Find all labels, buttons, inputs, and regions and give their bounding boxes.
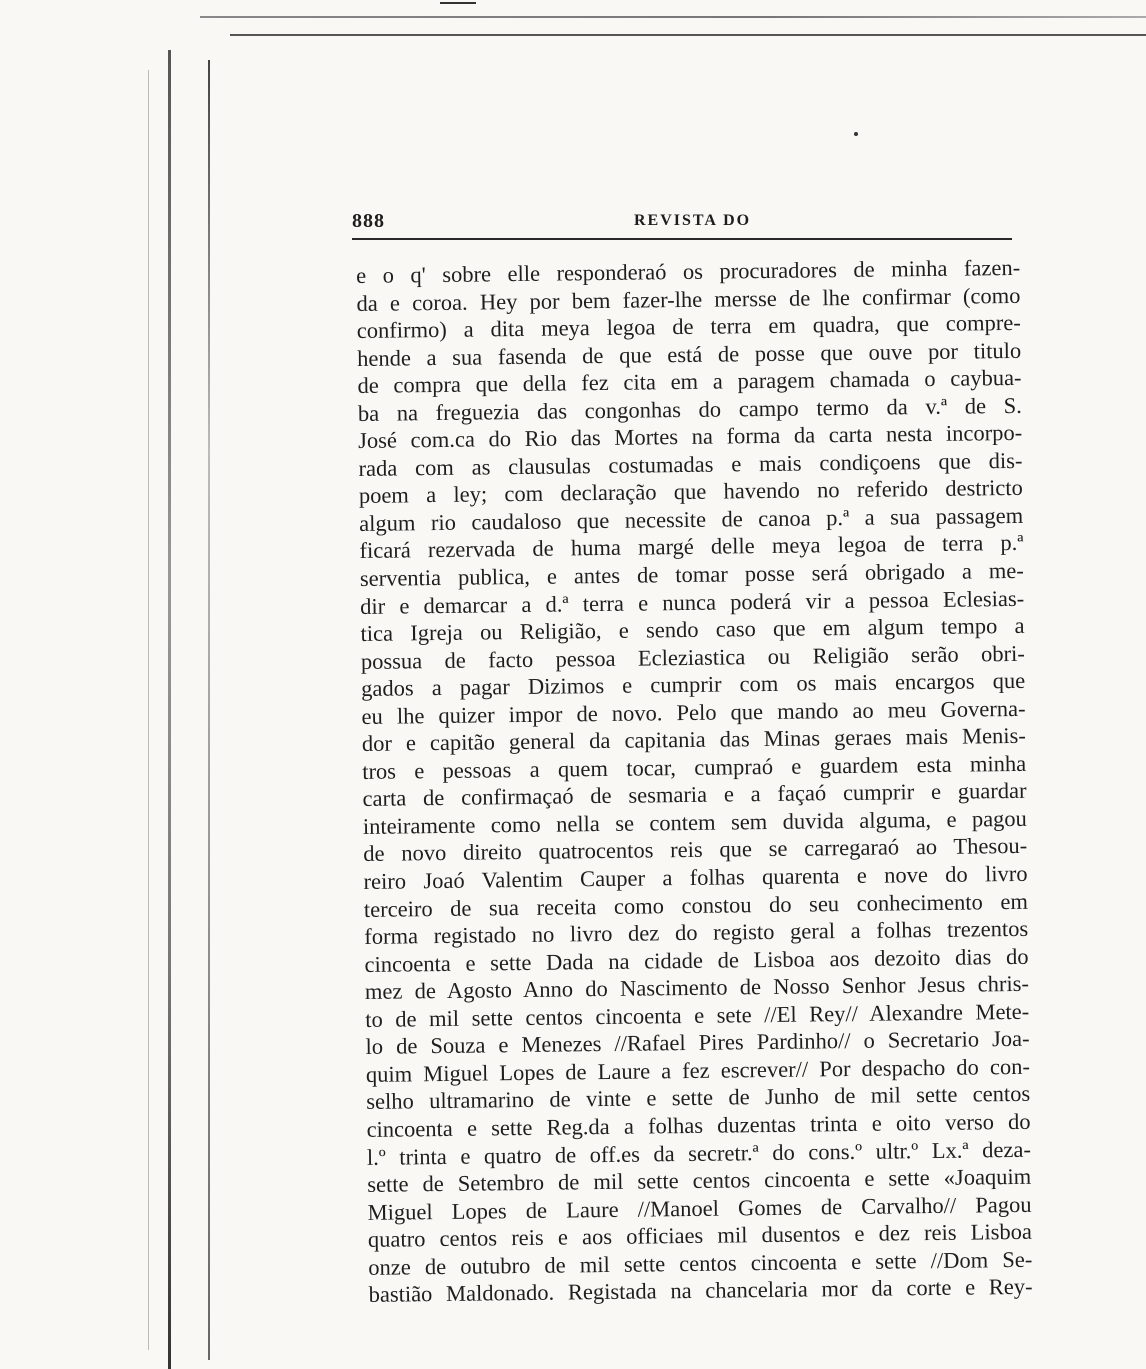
scan-speck [854, 132, 858, 136]
text-line: de novo direito quatrocentos reis que se carregaraó ao Thesou- [363, 833, 1028, 867]
text-line: possua de facto pessoa Ecleziastica ou Religião serão obri- [360, 640, 1025, 674]
text-line: bastião Maldonado. Registada na chancelaria mor da corte e Rey- [368, 1274, 1033, 1308]
text-line: selho ultramarino de vinte e sette de Junho de mil sette centos [366, 1081, 1031, 1115]
text-line: l.º trinta e quatro de off.es da secretr.ª do cons.º ultr.º Lx.ª deza- [366, 1136, 1032, 1170]
text-line: carta de confirmaçaó de sesmaria e a façaó cumprir e guardar [362, 778, 1027, 812]
text-line: Miguel Lopes de Laure //Manoel Gomes de Carvalho// Pagou [367, 1191, 1032, 1225]
text-line: gados a pagar Dizimos e cumprir com os mais encargos que [361, 668, 1026, 702]
text-line: sette de Setembro de mil sette centos cincoenta e sette «Joaquim [367, 1163, 1032, 1197]
page-top-edge-inner [230, 34, 1146, 36]
book-spine-shadow-outer [148, 70, 149, 1350]
text-line: dor e capitão general da capitania das Minas geraes mais Menis- [361, 723, 1026, 757]
text-line: ba na freguezia das congonhas do campo termo da v.ª de S. [357, 392, 1022, 426]
text-line: reiro Joaó Valentim Cauper a folhas quarenta e nove do livro [363, 860, 1028, 894]
text-line: quatro centos reis e aos officiaes mil dusentos e dez reis Lisboa [367, 1218, 1033, 1253]
header-rule [352, 238, 1012, 240]
text-line: ficará rezervada de huma margé delle meya legoa de terra p.ª [359, 530, 1024, 564]
book-spine-shadow-inner [208, 60, 210, 1360]
text-line: e o q' sobre elle responderaó os procuradores de minha fazen- [356, 254, 1021, 288]
text-line: poem a ley; com declaração que havendo no referido destricto [358, 475, 1023, 509]
text-line: da e coroa. Hey por bem fazer-lhe mersse de lhe confirmar (como [356, 282, 1021, 316]
page-top-edge [200, 16, 1146, 18]
text-line: hende a sua fasenda de que está de posse que ouve por titulo [357, 337, 1022, 371]
text-line: quim Miguel Lopes de Laure a fez escrever// Por despacho do con- [365, 1053, 1031, 1087]
text-line: mez de Agosto Anno do Nascimento de Nosso Senhor Jesus chris- [364, 971, 1030, 1005]
text-line: confirmo) a dita meya legoa de terra em quadra, que compre- [356, 309, 1021, 344]
text-line: dir e demarcar a d.ª terra e nunca poderá vir a pessoa Eclesias- [360, 585, 1025, 619]
book-spine-shadow [168, 50, 171, 1369]
page-number: 888 [352, 210, 385, 232]
text-line: inteiramente como nella se contem sem duvida alguma, e pagou [362, 805, 1027, 839]
text-line: tros e pessoas a quem tocar, cumpraó e guardem esta minha [362, 750, 1027, 784]
text-line: algum rio caudaloso que necessite de canoa p.ª a sua passagem [359, 502, 1024, 536]
text-line: forma registado no livro dez do registo geral a folhas trezentos [364, 915, 1029, 950]
text-line: de compra que della fez cita em a paragem chamada o caybua- [357, 365, 1022, 399]
page-header [352, 208, 1012, 238]
text-line: serventia publica, e antes de tomar posse será obrigado a me- [359, 557, 1024, 591]
running-head: REVISTA DO [634, 212, 752, 229]
text-line: eu lhe quizer impor de novo. Pelo que mando ao meu Governa- [361, 695, 1026, 729]
text-line: terceiro de sua receita como constou do seu conhecimento em [363, 888, 1029, 922]
text-line: onze de outubro de mil sette centos cincoenta e sette //Dom Se- [368, 1246, 1033, 1280]
text-line: to de mil sette centos cincoenta e sete //El Rey// Alexandre Mete- [365, 998, 1030, 1032]
scan-artifact-top-mark [440, 2, 476, 4]
body-text [356, 254, 1033, 1309]
text-line: José com.ca do Rio das Mortes na forma da carta nesta incorpo- [358, 420, 1023, 454]
text-line: cincoenta e sette Dada na cidade de Lisboa aos dezoito dias do [364, 943, 1029, 977]
text-line: rada com as clausulas costumadas e mais condiçoens que dis- [358, 447, 1023, 481]
text-line: cincoenta e sette Reg.da a folhas duzentas trinta e oito verso do [366, 1108, 1031, 1142]
text-line: tica Igreja ou Religião, e sendo caso que em algum tempo a [360, 612, 1025, 647]
text-line: lo de Souza e Menezes //Rafael Pires Pardinho// o Secretario Joa- [365, 1026, 1030, 1060]
